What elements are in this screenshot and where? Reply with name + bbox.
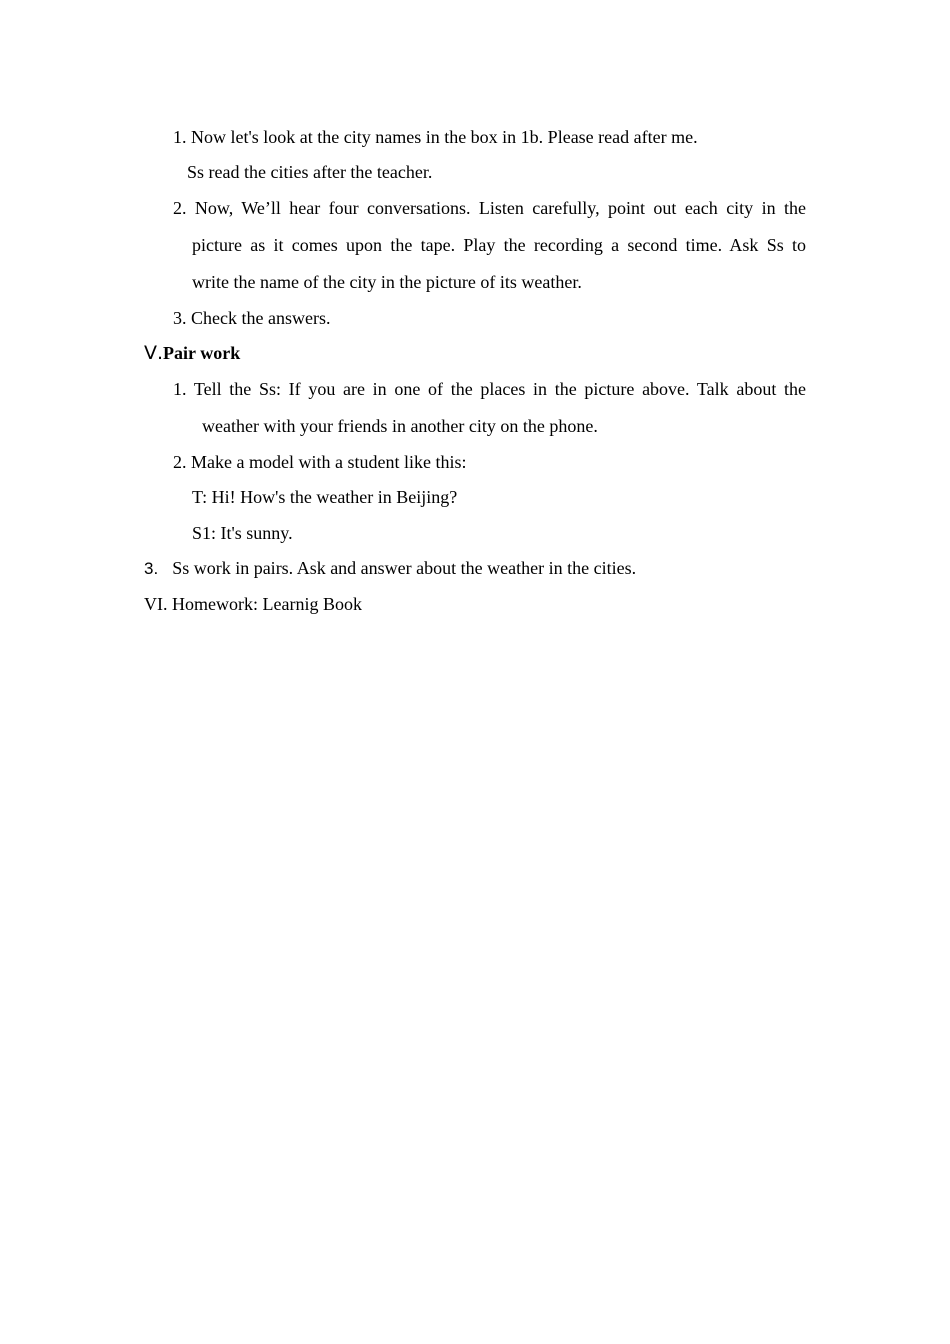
- item-3: 3. Check the answers.: [173, 308, 331, 328]
- item-2-line-2: picture as it comes upon the tape. Play the recording a second time. Ask Ss to: [192, 235, 806, 255]
- section-5-heading: [144, 341, 240, 365]
- section-5-numeral: Ⅴ.: [144, 342, 164, 364]
- pair-work-item-3-number: 3.: [144, 559, 159, 578]
- pair-work-item-1-line-1: 1. Tell the Ss: If you are in one of the places in the picture above. Talk about the: [173, 379, 806, 399]
- section-5-title: Pair work: [163, 343, 241, 363]
- item-1-note: Ss read the cities after the teacher.: [187, 162, 433, 182]
- pair-work-item-3-text: Ss work in pairs. Ask and answer about the weather in the cities.: [172, 558, 637, 578]
- dialog-teacher-line: T: Hi! How's the weather in Beijing?: [192, 487, 458, 507]
- section-6-homework: VI. Homework: Learnig Book: [144, 594, 362, 614]
- pair-work-item-3: [144, 556, 636, 581]
- pair-work-item-2: 2. Make a model with a student like this:: [173, 452, 467, 472]
- item-2-line-1: 2. Now, We’ll hear four conversations. Listen carefully, point out each city in the: [173, 198, 806, 218]
- item-1: 1. Now let's look at the city names in the box in 1b. Please read after me.: [173, 127, 698, 147]
- pair-work-item-1-line-2: weather with your friends in another city on the phone.: [202, 416, 598, 436]
- item-2-line-3: write the name of the city in the picture of its weather.: [192, 272, 582, 292]
- dialog-student-line: S1: It's sunny.: [192, 523, 293, 543]
